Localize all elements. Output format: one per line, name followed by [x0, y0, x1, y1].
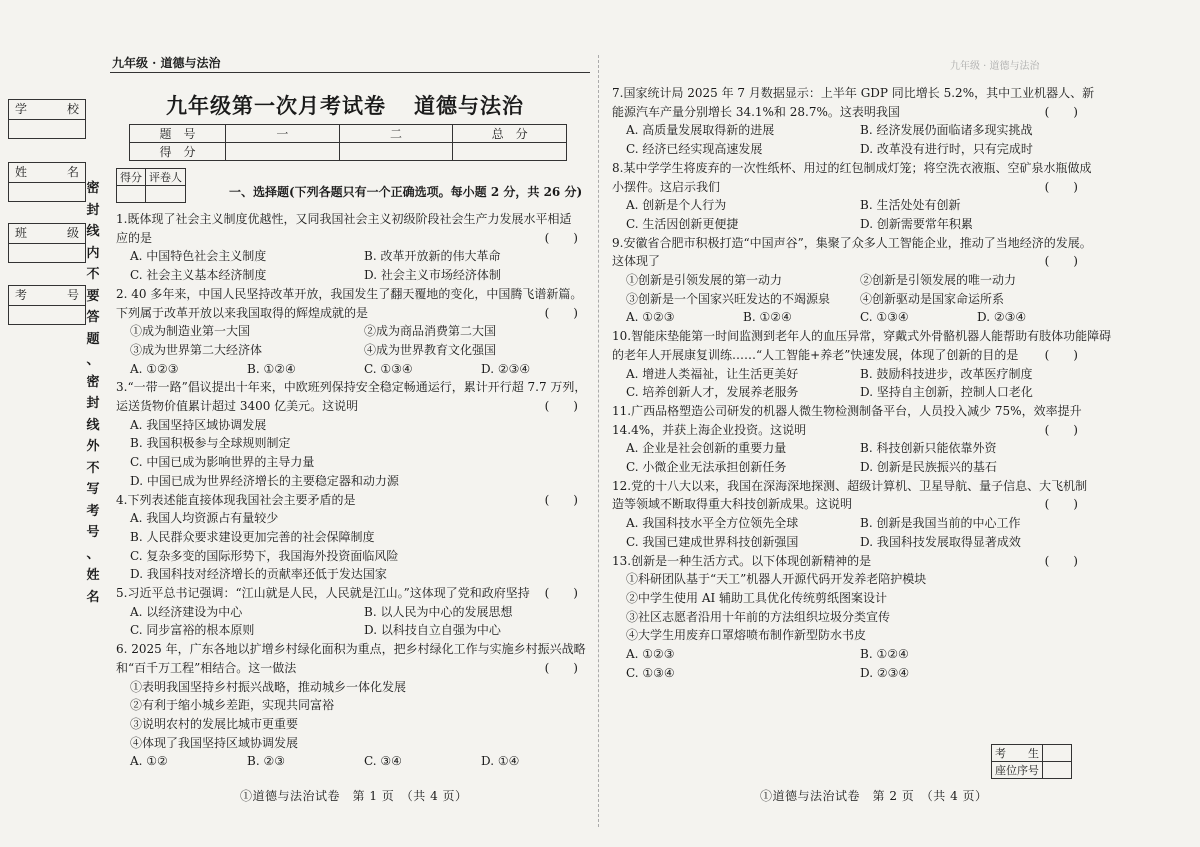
- score-header-cell: 二: [339, 125, 453, 143]
- answer-option: ②有利于缩小城乡差距，实现共同富裕: [130, 698, 335, 713]
- question-stem-line: 2. 40 多年来，中国人民坚持改革开放，我国发生了翻天覆地的变化，中国腾飞谱新篇。: [116, 286, 583, 301]
- answer-option: C. 社会主义基本经济制度: [130, 268, 267, 283]
- answer-bracket[interactable]: ( ): [544, 586, 578, 601]
- exam-number-field[interactable]: 考 号: [8, 285, 86, 325]
- question: [612, 477, 1088, 552]
- answer-option: ④体现了我国坚持区域协调发展: [130, 735, 299, 750]
- question-stem-line: 小摆件。这启示我们 ( ): [612, 178, 1078, 197]
- question-stem-line: 14.4%，并获上海企业投资。这说明 ( ): [612, 421, 1078, 440]
- seal-char: 内: [86, 245, 100, 261]
- answer-option: B. 我国积极参与全球规则制定: [130, 436, 291, 451]
- answer-option: A. ①②③: [626, 310, 675, 325]
- answer-bracket[interactable]: ( ): [544, 660, 578, 675]
- answer-option: A. ①②: [130, 754, 168, 769]
- answer-option: D. 改革没有进行时，只有完成时: [860, 142, 1033, 157]
- question-stem-line: 造等领域不断取得重大科技创新成果。这说明 ( ): [612, 495, 1078, 514]
- answer-option: ③社区志愿者沿用十年前的方法组织垃圾分类宣传: [626, 609, 891, 624]
- section-title: 一、选择题(下列各题只有一个正确选项。每小题 2 分，共 26 分): [229, 185, 583, 199]
- question: [116, 378, 587, 490]
- answer-option: A. 创新是个人行为: [626, 198, 727, 213]
- seal-char: 密: [86, 374, 100, 390]
- seat-label: 考 生: [992, 745, 1043, 762]
- answer-option: B. 以人民为中心的发展思想: [364, 604, 513, 619]
- seal-char: 封: [86, 396, 100, 411]
- answer-bracket[interactable]: ( ): [544, 230, 578, 245]
- question-stem-line: 5.习近平总书记强调：“江山就是人民，人民就是江山。”这体现了党和政府坚持 ( ): [116, 584, 578, 603]
- seal-char: 、: [86, 353, 100, 368]
- score-header-cell: 题 号: [130, 125, 226, 143]
- answer-option: C. 中国已成为影响世界的主导力量: [130, 455, 315, 470]
- answer-bracket[interactable]: ( ): [1044, 553, 1078, 568]
- score-label-cell: 得 分: [130, 143, 226, 161]
- answer-option: B. ②③: [247, 754, 285, 769]
- seat-number-box: [991, 744, 1072, 779]
- answer-option: C. ③④: [364, 754, 402, 769]
- name-field[interactable]: 姓 名: [8, 162, 86, 202]
- answer-option: A. 我国人均资源占有量较少: [130, 511, 279, 526]
- answer-option: B. ①②④: [860, 647, 909, 662]
- seat-cell[interactable]: [1043, 745, 1072, 762]
- question-stem-line: 这体现了 ( ): [612, 252, 1078, 271]
- faint-header-tag: 九年级 · 道德与法治: [950, 61, 1040, 72]
- grade-subject-tag: 九年级 · 道德与法治: [112, 56, 221, 70]
- answer-option: C. ①③④: [860, 310, 909, 325]
- page-title: 九年级第一次月考试卷 道德与法治: [166, 93, 524, 118]
- score-input-cell[interactable]: [453, 143, 567, 161]
- answer-option: ②中学生使用 AI 辅助工具优化传统剪纸图案设计: [626, 590, 888, 605]
- question-stem-line: 12.党的十八大以来，我国在深海深地探测、超级计算机、卫星导航、量子信息、大飞机制: [612, 478, 1088, 493]
- seal-char: 封: [86, 202, 100, 218]
- question-stem-line: 10.智能床垫能第一时间监测到老年人的血压异常，穿戴式外骨骼机器人能帮助有肢体功能障碍: [612, 329, 1112, 344]
- question: [612, 234, 1092, 328]
- answer-option: B. 经济发展仍面临诸多现实挑战: [860, 123, 1033, 138]
- answer-option: ③成为世界第二大经济体: [130, 342, 263, 357]
- seal-line-notice: [86, 178, 100, 608]
- question-stem-line: 能源汽车产量分别增长 34.1%和 28.7%。这表明我国 ( ): [612, 103, 1078, 122]
- score-table: [129, 124, 567, 161]
- answer-option: A. 以经济建设为中心: [130, 604, 243, 619]
- seal-char: 名: [86, 589, 100, 605]
- question: [612, 327, 1112, 402]
- answer-option: B. 创新是我国当前的中心工作: [860, 516, 1021, 531]
- answer-option: A. ①②③: [626, 647, 675, 662]
- question-stem-line: 1.既体现了社会主义制度优越性，又同我国社会主义初级阶段社会生产力发展水平相适: [116, 212, 572, 226]
- answer-option: D. ②③④: [977, 310, 1027, 325]
- left-question-column: [116, 210, 587, 771]
- answer-option: C. 复杂多变的国际形势下，我国海外投资面临风险: [130, 548, 399, 563]
- question: [116, 640, 586, 771]
- seal-char: 线: [86, 224, 100, 239]
- answer-option: A. 我国科技水平全方位领先全球: [626, 516, 799, 531]
- answer-option: A. 增进人类福祉，让生活更美好: [626, 366, 799, 381]
- question-stem-line: 7.国家统计局 2025 年 7 月数据显示：上半年 GDP 同比增长 5.2%，其中工业机器人、新: [612, 86, 1095, 100]
- question-stem-line: 的老年人开展康复训练……“人工智能+养老”快速发展，体现了创新的目的是 ( ): [612, 346, 1078, 365]
- answer-bracket[interactable]: ( ): [544, 305, 578, 320]
- question-stem-line: 8.某中学学生将废弃的一次性纸杯、用过的红包制成灯笼；将空洗衣液瓶、空矿泉水瓶做成: [612, 160, 1092, 175]
- question: [116, 584, 578, 640]
- question-stem-line: 下列属于改革开放以来我国取得的辉煌成就的是 ( ): [116, 304, 578, 323]
- answer-option: D. ①④: [481, 754, 520, 769]
- answer-option: C. 同步富裕的根本原则: [130, 623, 255, 638]
- seal-char: 不: [86, 460, 100, 476]
- question: [116, 285, 583, 379]
- class-field[interactable]: 班 级: [8, 223, 86, 263]
- answer-option: C. 生活因创新更便捷: [626, 216, 739, 231]
- answer-bracket[interactable]: ( ): [544, 492, 578, 507]
- question-stem-line: 4.下列表述能直接体现我国社会主要矛盾的是 ( ): [116, 491, 578, 510]
- answer-option: D. 坚持自主创新，控制人口老化: [860, 385, 1033, 400]
- answer-bracket[interactable]: ( ): [544, 399, 578, 414]
- answer-option: ②成为商品消费第二大国: [364, 324, 497, 339]
- seal-char: 不: [86, 267, 100, 282]
- footer-page-1: ①道德与法治试卷 第 1 页 （共 4 页）: [240, 789, 468, 803]
- answer-option: ①科研团队基于“天工”机器人开源代码开发养老陪护模块: [626, 572, 927, 587]
- answer-option: ④大学生用废弃口罩熔喷布制作新型防水书皮: [626, 628, 867, 643]
- score-input-cell[interactable]: [339, 143, 453, 161]
- question-stem-line: 运送货物价值累计超过 3400 亿美元。这说明 ( ): [116, 397, 578, 416]
- seat-cell[interactable]: [1043, 762, 1072, 779]
- page-fold-line: [598, 55, 599, 827]
- seal-char: 、: [86, 546, 100, 562]
- footer-page-2: ①道德与法治试卷 第 2 页 （共 4 页）: [760, 789, 988, 803]
- answer-option: A. 企业是社会创新的重要力量: [626, 441, 787, 456]
- question-stem-line: 和“百千万工程”相结合。这一做法 ( ): [116, 659, 578, 678]
- answer-option: D. ②③④: [481, 361, 531, 376]
- question: [612, 84, 1095, 159]
- answer-option: ①成为制造业第一大国: [130, 324, 251, 339]
- seal-char: 要: [86, 288, 100, 304]
- seal-char: 答: [86, 310, 100, 325]
- question: [612, 552, 1078, 683]
- answer-option: D. 中国已成为世界经济增长的主要稳定器和动力源: [130, 473, 399, 488]
- header-rule: [110, 72, 590, 73]
- question: [116, 491, 578, 585]
- answer-option: C. ①③④: [364, 361, 413, 376]
- answer-bracket[interactable]: ( ): [1044, 497, 1078, 512]
- answer-option: ③创新是一个国家兴旺发达的不竭源泉: [626, 291, 831, 306]
- seal-char: 号: [86, 525, 100, 540]
- answer-option: ③说明农村的发展比城市更重要: [130, 716, 299, 731]
- question-stem-line: 3.“一带一路”倡议提出十年来，中欧班列保持安全稳定畅通运行，累计开行超 7.7 万列，: [116, 380, 587, 395]
- seal-char: 密: [86, 181, 100, 196]
- seal-char: 考: [86, 503, 100, 519]
- answer-option: B. ①②④: [743, 310, 792, 325]
- answer-option: D. 创新是民族振兴的基石: [860, 460, 997, 475]
- answer-bracket[interactable]: ( ): [1044, 179, 1078, 194]
- answer-option: B. ①②④: [247, 361, 296, 376]
- score-input-cell[interactable]: [226, 143, 340, 161]
- answer-option: B. 生活处处有创新: [860, 198, 961, 213]
- answer-option: C. 我国已建成世界科技创新强国: [626, 534, 799, 549]
- question: [116, 210, 578, 285]
- answer-option: A. ①②③: [130, 361, 179, 376]
- answer-option: A. 高质量发展取得新的进展: [626, 123, 775, 138]
- question-stem-line: 6. 2025 年，广东各地以扩增乡村绿化面积为重点，把乡村绿化工作与实施乡村振兴战略: [116, 642, 586, 657]
- answer-option: D. 我国科技对经济增长的贡献率还低于发达国家: [130, 567, 387, 582]
- right-question-column: [612, 84, 1112, 683]
- answer-option: C. 培养创新人才，发展养老服务: [626, 385, 799, 400]
- seal-char: 外: [86, 439, 100, 454]
- score-header-cell: 总 分: [453, 125, 567, 143]
- answer-option: ①表明我国坚持乡村振兴战略，推动城乡一体化发展: [130, 679, 407, 694]
- grader-name-label: 评卷人: [146, 169, 186, 186]
- answer-bracket[interactable]: ( ): [1044, 422, 1078, 437]
- score-header-cell: 一: [226, 125, 340, 143]
- answer-option: B. 鼓励科技进步，改革医疗制度: [860, 366, 1033, 381]
- seal-char: 姓: [86, 568, 100, 583]
- question-stem-line: 应的是 ( ): [116, 229, 578, 248]
- question: [612, 159, 1092, 234]
- answer-option: C. ①③④: [626, 665, 675, 680]
- grader-name-cell[interactable]: [146, 186, 186, 203]
- answer-bracket[interactable]: ( ): [1044, 254, 1078, 269]
- grader-score-cell[interactable]: [117, 186, 146, 203]
- question-stem-line: 9.安徽省合肥市积极打造“中国声谷”，集聚了众多人工智能企业，推动了当地经济的发展。: [612, 235, 1092, 250]
- seal-char: 线: [86, 417, 100, 433]
- question-stem-line: 11.广西品格塑造公司研发的机器人微生物检测制备平台，人员投入减少 75%，效率提升: [612, 403, 1082, 418]
- answer-option: B. 科技创新只能依靠外资: [860, 441, 997, 456]
- answer-bracket[interactable]: ( ): [1044, 347, 1078, 362]
- grader-score-label: 得分: [117, 169, 146, 186]
- answer-option: D. ②③④: [860, 665, 910, 680]
- question: [612, 402, 1082, 477]
- answer-option: ④创新驱动是国家命运所系: [860, 291, 1005, 306]
- school-field[interactable]: 学 校: [8, 99, 86, 139]
- answer-option: D. 社会主义市场经济体制: [364, 268, 501, 283]
- answer-option: B. 改革开放新的伟大革命: [364, 249, 501, 264]
- seal-char: 写: [86, 482, 100, 497]
- answer-option: A. 我国坚持区域协调发展: [130, 417, 267, 432]
- answer-bracket[interactable]: ( ): [1044, 104, 1078, 119]
- answer-option: D. 我国科技发展取得显著成效: [860, 534, 1021, 549]
- answer-option: C. 经济已经实现高速发展: [626, 142, 763, 157]
- answer-option: D. 以科技自立自强为中心: [364, 623, 501, 638]
- grader-table: [116, 168, 186, 203]
- answer-option: ②创新是引领发展的唯一动力: [860, 273, 1017, 288]
- answer-option: B. 人民群众要求建设更加完善的社会保障制度: [130, 529, 375, 544]
- answer-option: ①创新是引领发展的第一动力: [626, 273, 783, 288]
- question-stem-line: 13.创新是一种生活方式。以下体现创新精神的是 ( ): [612, 552, 1078, 571]
- answer-option: A. 中国特色社会主义制度: [130, 249, 267, 264]
- seal-char: 题: [86, 331, 100, 347]
- answer-option: C. 小微企业无法承担创新任务: [626, 460, 787, 475]
- answer-option: D. 创新需要常年积累: [860, 216, 973, 231]
- answer-option: ④成为世界教育文化强国: [364, 342, 497, 357]
- seat-label: 座位序号: [992, 762, 1043, 779]
